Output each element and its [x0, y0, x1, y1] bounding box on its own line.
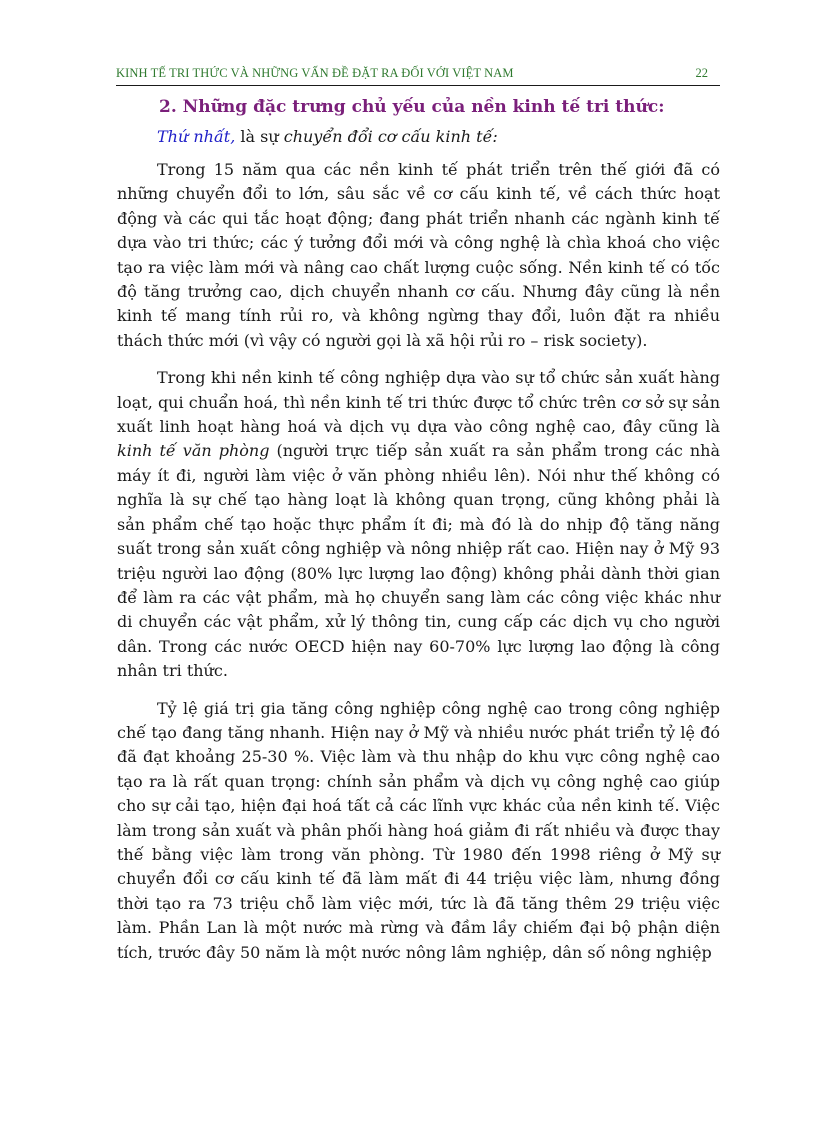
subheading-middle: là sự [235, 127, 284, 146]
paragraph-2-end: (người trực tiếp sản xuất ra sản phẩm trong các nhà máy ít đi, người làm việc ở văn phòng nhiều lên). Nói như thế không có nghĩa là sự chế tạo hàng loạt là không quan trọng, cũng không phải là sản phẩm chế tạo hoặc thực phẩm ít đi; mà đó là do nhịp độ tăng năng suất trong sản xuất công nghiệp và nông nhiệp rất cao. Hiện nay ở Mỹ 93 triệu người lao động (80% lực lượng lao động) không phải dành thời gian để làm ra các vật phẩm, mà họ chuyển sang làm các công việc khác như di chuyển các vật phẩm, xử lý thông tin, cung cấp các dịch vụ cho người dân. Trong các nước OECD hiện nay 60-70% lực lượng lao động là công nhân tri thức. [117, 441, 721, 681]
paragraph-2-start: Trong khi nền kinh tế công nghiệp dựa vào sự tổ chức sản xuất hàng loạt, qui chuẩn hoá, thì nền kinh tế tri thức được tổ chức trên cơ sở sự sản xuất linh hoạt hàng hoá và dịch vụ dựa vào công nghệ cao, đây cũng là [117, 368, 720, 437]
subheading-lead: Thứ nhất, [157, 127, 236, 146]
paragraph-2-emphasis: kinh tế văn phòng [117, 441, 270, 461]
section-subheading [157, 122, 720, 152]
page-header [116, 63, 720, 86]
page-body [117, 92, 721, 978]
section-heading: 2. Những đặc trưng chủ yếu của nền kinh tế tri thức: [159, 97, 665, 117]
paragraph-1: Trong 15 năm qua các nền kinh tế phát triển trên thế giới đã có những chuyển đổi to lớn, sâu sắc về cơ cấu kinh tế, về cách thức hoạt động và các qui tắc hoạt động; đang phát triển nhanh các ngành kinh tế dựa vào tri thức; các ý tưởng đổi mới và công nghệ là chìa khoá cho việc tạo ra việc làm mới và nâng cao chất lượng cuộc sống. Nền kinh tế có tốc độ tăng trưởng cao, dịch chuyển nhanh cơ cấu. Nhưng đây cũng là nền kinh tế mang tính rủi ro, và không ngừng thay đổi, luôn đặt ra nhiều thách thức mới (vì vậy có người gọi là xã hội rủi ro – risk society). [117, 160, 720, 350]
paragraph-3: Tỷ lệ giá trị gia tăng công nghiệp công nghệ cao trong công nghiệp chế tạo đang tăng nhanh. Hiện nay ở Mỹ và nhiều nước phát triển tỷ lệ đó đã đạt khoảng 25-30 %. Việc làm và thu nhập do khu vực công nghệ cao tạo ra là rất quan trọng: chính sản phẩm và dịch vụ công nghệ cao giúp cho sự cải tạo, hiện đại hoá tất cả các lĩnh vực khác của nền kinh tế. Việc làm trong sản xuất và phân phối hàng hoá giảm đi rất nhiều và được thay thế bằng việc làm trong văn phòng. Từ 1980 đến 1998 riêng ở Mỹ sự chuyển đổi cơ cấu kinh tế đã làm mất đi 44 triệu việc làm, nhưng đồng thời tạo ra 73 triệu chỗ làm việc mới, tức là đã tăng thêm 29 triệu việc làm. Phần Lan là một nước mà rừng và đầm lầy chiếm đại bộ phận diện tích, trước đây 50 năm là một nước nông lâm nghiệp, dân số nông nghiệp [117, 698, 720, 962]
subheading-emphasis: chuyển đổi cơ cấu kinh tế: [283, 127, 498, 146]
page-number: 22 [695, 66, 708, 80]
paragraph-2 [117, 366, 720, 683]
running-title: KINH TẾ TRI THỨC VÀ NHỮNG VẤN ĐỀ ĐẶT RA ĐỐI VỚI VIỆT NAM [116, 66, 514, 80]
